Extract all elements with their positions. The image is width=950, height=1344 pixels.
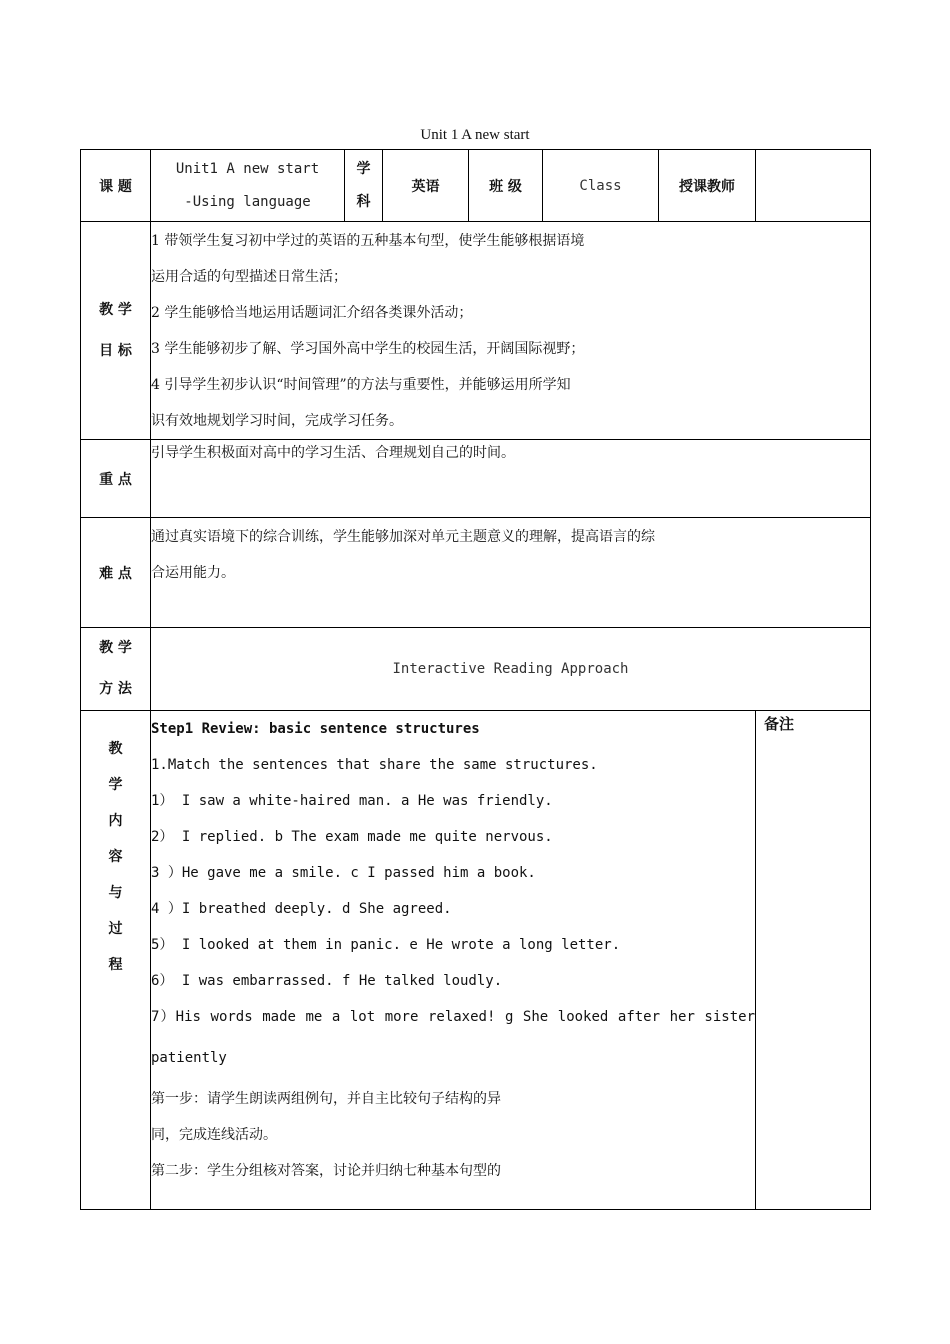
objectives-label [81,222,151,440]
match-item: 4 ）I breathed deeply. d She agreed. [151,901,452,917]
objective-line: 2 学生能够恰当地运用话题词汇介绍各类课外活动； [151,304,473,321]
objectives-row [81,222,871,440]
process-label [81,711,151,1210]
method-label-line: 方 法 [99,681,132,697]
difficulty-line: 通过真实语境下的综合训练，学生能够加深对单元主题意义的理解，提高语言的综 [151,529,655,545]
difficulty-line: 合运用能力。 [151,565,235,581]
process-label-char: 过 [108,921,123,937]
objective-line: 1 带领学生复习初中学过的英语的五种基本句型，使学生能够根据语境 [151,232,585,249]
method-label [81,628,151,711]
match-instruction: 1.Match the sentences that share the same structures. [151,757,598,773]
header-row [81,150,871,222]
topic-line: -Using language [184,193,311,210]
difficulties-content [151,518,871,628]
match-item-continued: patiently [151,1050,227,1066]
subject-label-line: 科 [356,193,371,210]
difficulties-label: 难 点 [81,518,151,628]
objectives-label-line: 教 学 [99,301,132,318]
objective-line: 3 学生能够初步了解、学习国外高中学生的校园生活，开阔国际视野； [151,340,585,357]
process-label-char: 与 [108,885,123,901]
lesson-plan-table [80,149,871,1210]
subject-value: 英语 [383,150,469,222]
topic-value [151,150,345,222]
process-label-char: 容 [108,849,123,865]
match-item: 6） I was embarrassed. f He talked loudly. [151,973,503,989]
match-item: 7）His words made me a lot more relaxed! g She looked after her sister [151,1009,755,1025]
step-note: 第二步：学生分组核对答案，讨论并归纳七种基本句型的 [151,1163,501,1179]
method-label-line: 教 学 [99,640,132,656]
teacher-value [756,150,871,222]
key-points-row [81,440,871,518]
method-content: Interactive Reading Approach [151,628,871,711]
step-title: Step1 Review: basic sentence structures [151,721,480,737]
subject-label-line: 学 [356,160,371,177]
method-row [81,628,871,711]
document-title: Unit 1 A new start [420,127,530,143]
match-item: 3 ）He gave me a smile. c I passed him a book. [151,865,536,881]
step-note: 同，完成连线活动。 [151,1127,277,1143]
topic-line: Unit1 A new start [175,160,320,177]
match-item: 1） I saw a white-haired man. a He was friendly. [151,793,553,809]
objective-line: 运用合适的句型描述日常生活； [151,268,347,285]
objectives-label-line: 目 标 [99,342,132,359]
key-points-content: 引导学生积极面对高中的学习生活、合理规划自己的时间。 [151,440,871,518]
subject-label [345,150,383,222]
topic-label: 课 题 [81,150,151,222]
process-label-char: 教 [108,741,123,757]
process-label-char: 内 [108,813,123,829]
key-points-label: 重 点 [81,440,151,518]
difficulties-row [81,518,871,628]
process-content [151,711,756,1210]
match-item: 5） I looked at them in panic. e He wrote a long letter. [151,937,621,953]
notes-label: 备注 [756,711,871,1210]
teacher-label: 授课教师 [659,150,756,222]
step-note: 第一步：请学生朗读两组例句，并自主比较句子结构的异 [151,1091,501,1107]
match-item: 2） I replied. b The exam made me quite nervous. [151,829,553,845]
process-label-char: 程 [108,957,123,973]
objective-line: 识有效地规划学习时间，完成学习任务。 [151,412,403,429]
class-value: Class [543,150,659,222]
process-label-char: 学 [108,777,123,793]
objectives-content [151,222,871,440]
objective-line: 4 引导学生初步认识“时间管理”的方法与重要性，并能够运用所学知 [151,376,571,393]
class-label: 班 级 [469,150,543,222]
process-row [81,711,871,1210]
